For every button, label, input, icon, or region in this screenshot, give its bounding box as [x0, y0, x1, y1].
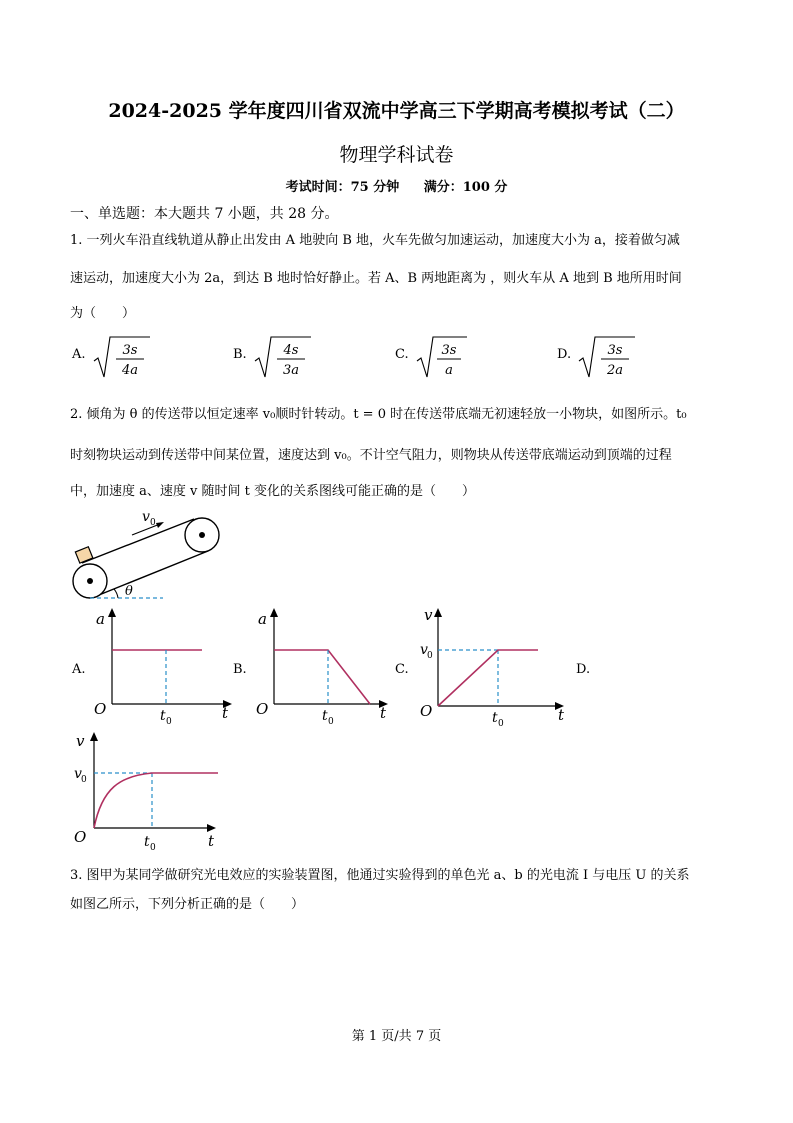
fraction-numerator: 4s	[283, 343, 299, 358]
q1-line2: 速运动，加速度大小为 2a，到达 B 地时恰好静止。若 A、B 两地距离为 ，则火车从 A 地到 B 地所用时间	[70, 271, 682, 286]
t0-subscript: 0	[166, 717, 172, 727]
fraction-denominator: a	[445, 363, 453, 378]
fraction-denominator: 4a	[121, 363, 139, 378]
q3-line2: 如图乙所示，下列分析正确的是（ ）	[70, 897, 305, 912]
q2-option-a-label[interactable]: A.	[72, 662, 86, 677]
graph-d	[72, 728, 232, 856]
t0-label: t	[160, 708, 166, 724]
exam-time: 考试时间：75 分钟	[285, 180, 400, 195]
curve-line	[94, 773, 218, 828]
v0-subscript: 0	[150, 518, 156, 528]
t0-subscript: 0	[328, 717, 334, 727]
t0-label: t	[144, 834, 150, 850]
y-axis-label: v	[424, 606, 433, 624]
x-axis-label: t	[222, 704, 229, 722]
y-axis-label: v	[76, 732, 85, 750]
t0-label: t	[492, 710, 498, 726]
graph-c	[414, 602, 574, 730]
option-label: B.	[233, 347, 247, 362]
v0-label: v	[142, 509, 150, 525]
origin-label: O	[420, 702, 433, 720]
q2-line3: 中，加速度 a、速度 v 随时间 t 变化的关系图线可能正确的是（ ）	[70, 484, 475, 499]
fraction-numerator: 3s	[607, 343, 623, 358]
page-footer: 第 1 页/共 7 页	[351, 1029, 442, 1044]
q1-line3: 为（ ）	[70, 306, 136, 321]
t0-subscript: 0	[150, 843, 156, 853]
q1-option-b[interactable]	[233, 333, 353, 383]
v0-tick-subscript: 0	[427, 651, 433, 661]
q2-line2: 时刻物块运动到传送带中间某位置，速度达到 v₀。不计空气阻力，则物块从传送带底端运动到顶端的过程	[70, 448, 672, 463]
exam-meta	[0, 176, 793, 195]
y-axis-label: a	[258, 610, 267, 628]
v0-tick-label: v	[74, 766, 82, 782]
option-label: C.	[395, 347, 409, 362]
fraction-denominator: 3a	[282, 363, 300, 378]
t0-subscript: 0	[498, 719, 504, 729]
q1-option-a[interactable]	[72, 333, 192, 383]
exam-score: 满分：100 分	[423, 180, 508, 195]
q1-option-c[interactable]	[395, 333, 515, 383]
x-axis-label: t	[380, 704, 387, 722]
curve-line	[438, 650, 538, 706]
curve-line	[274, 650, 370, 704]
section-heading: 一、单选题：本大题共 7 小题，共 28 分。	[70, 206, 339, 222]
sqrt-fraction	[92, 333, 152, 381]
theta-label: θ	[125, 584, 133, 599]
origin-label: O	[74, 828, 87, 846]
sqrt-fraction	[577, 333, 637, 381]
exam-subtitle: 物理学科试卷	[339, 144, 454, 166]
q1-option-d[interactable]	[557, 333, 677, 383]
q1-line1: 1. 一列火车沿直线轨道从静止出发由 A 地驶向 B 地，火车先做匀加速运动，加速度大小为 a，接着做匀减	[70, 233, 680, 248]
graph-b	[252, 606, 402, 728]
option-label: A.	[72, 347, 86, 362]
t0-label: t	[322, 708, 328, 724]
q3-line1: 3. 图甲为某同学做研究光电效应的实验装置图，他通过实验得到的单色光 a、b 的光电流 I 与电压 U 的关系	[70, 868, 690, 883]
fraction-numerator: 3s	[441, 343, 457, 358]
q2-line1: 2. 倾角为 θ 的传送带以恒定速率 v₀顺时针转动。t = 0 时在传送带底端无初速轻放一小物块，如图所示。t₀	[70, 407, 687, 422]
conveyor-belt-figure	[68, 505, 228, 605]
graph-a	[90, 606, 240, 728]
origin-label: O	[256, 700, 269, 718]
exam-title: 2024-2025 学年度四川省双流中学高三下学期高考模拟考试（二）	[108, 100, 685, 122]
v0-tick-subscript: 0	[81, 775, 87, 785]
x-axis-label: t	[558, 706, 565, 724]
q2-option-c-label[interactable]: C.	[395, 662, 409, 677]
fraction-denominator: 2a	[606, 363, 624, 378]
sqrt-fraction	[415, 333, 475, 381]
sqrt-fraction	[253, 333, 313, 381]
origin-label: O	[94, 700, 107, 718]
option-label: D.	[557, 347, 572, 362]
small-block	[75, 547, 92, 563]
y-axis-label: a	[96, 610, 105, 628]
q2-option-b-label[interactable]: B.	[233, 662, 247, 677]
x-axis-label: t	[208, 832, 215, 850]
q2-option-d-label[interactable]: D.	[576, 662, 591, 677]
fraction-numerator: 3s	[122, 343, 138, 358]
v0-tick-label: v	[420, 642, 428, 658]
